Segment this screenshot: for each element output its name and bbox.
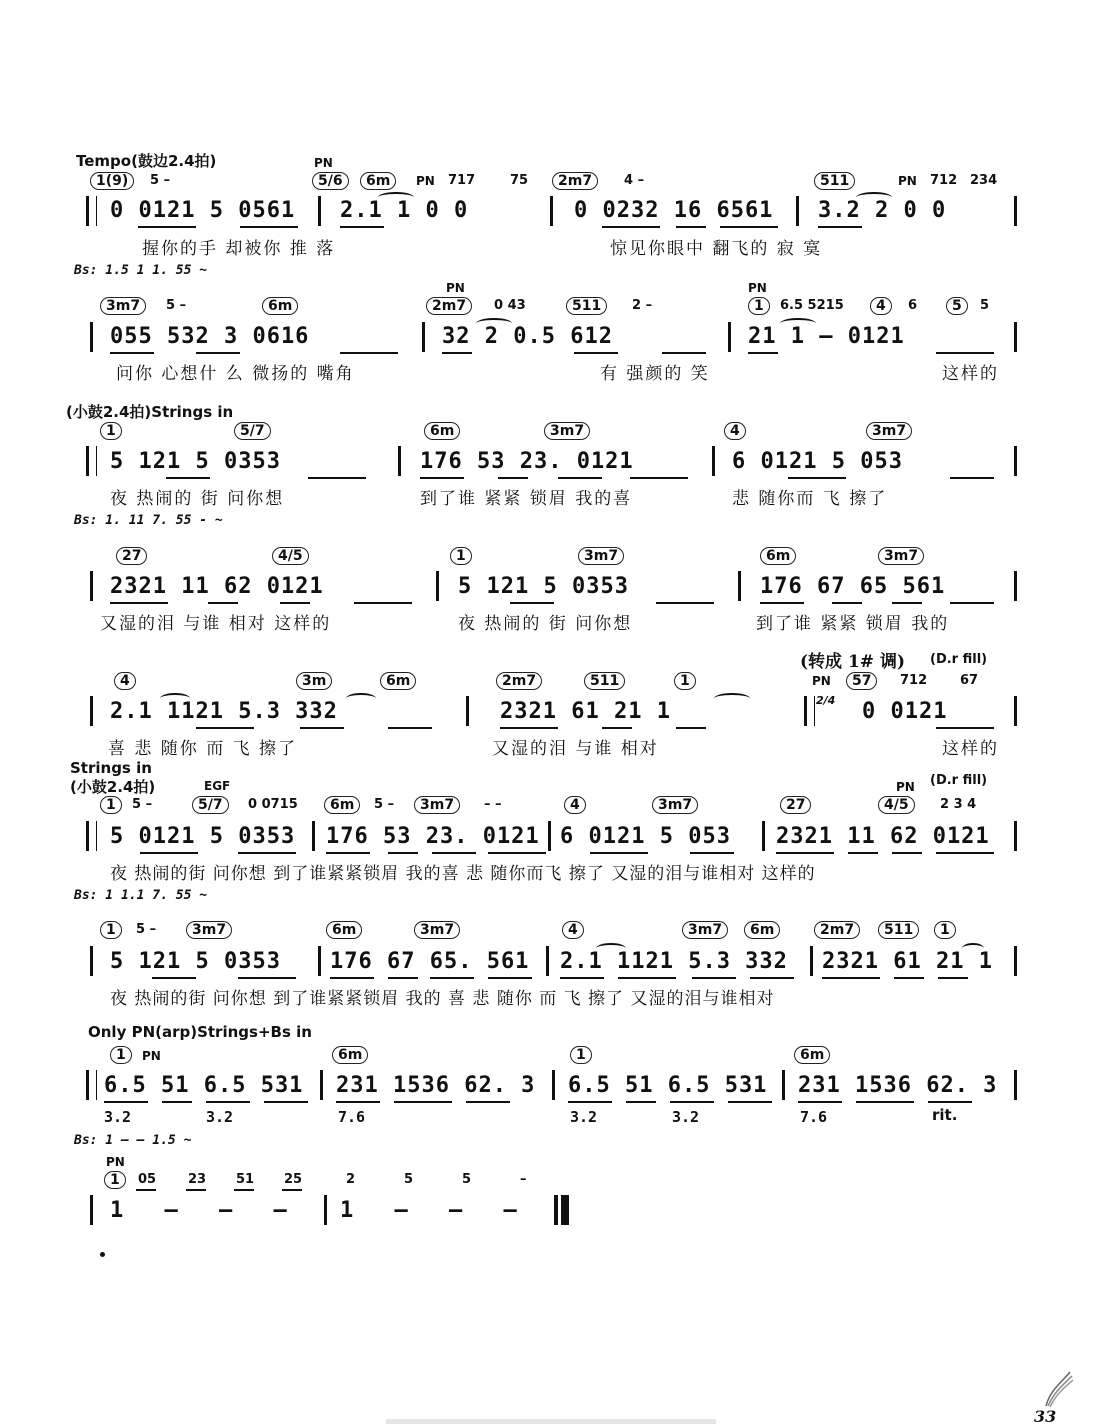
beam-underline (894, 977, 924, 979)
hint-notes: 75 (510, 173, 529, 188)
note-measure: 6 0121 5 053 (560, 824, 731, 849)
beam-underline (234, 1189, 254, 1191)
chord-label: 3m7 (652, 796, 698, 814)
chord-label: 6m (326, 921, 362, 939)
beam-underline (690, 852, 734, 854)
tie-arc (346, 693, 376, 704)
barline (1014, 696, 1017, 726)
note-measure: 2.1 1121 5.3 332 (560, 949, 788, 974)
beam-underline (760, 602, 804, 604)
corner-ornament (1040, 1370, 1074, 1410)
chord-label: 3m7 (414, 796, 460, 814)
double-barline (86, 446, 97, 476)
barline (728, 322, 731, 352)
chord-label: 5/6 (312, 172, 349, 190)
tie-arc (856, 192, 892, 203)
chord-label: 2m7 (426, 297, 472, 315)
tie-arc (596, 943, 626, 954)
note-measure: 2321 61 21 1 (500, 699, 671, 724)
beam-underline (656, 602, 714, 604)
hint-notes: 5 – (166, 298, 187, 313)
chord-label: 3m7 (100, 297, 146, 315)
beam-underline (326, 852, 370, 854)
beam-underline (720, 226, 778, 228)
note-measure: 2321 11 62 0121 (776, 824, 990, 849)
hint-notes: 23 (188, 1172, 207, 1187)
sub-voice: 3.2 (570, 1108, 598, 1126)
beam-underline (136, 1189, 156, 1191)
chord-label: 6m (380, 672, 416, 690)
barline (320, 1070, 323, 1100)
note-measure: 2321 11 62 0121 (110, 574, 324, 599)
beam-underline (788, 477, 846, 479)
lyric-text: 问你 心想什 么 微扬的 嘴角 (116, 364, 355, 384)
lyric-text: 握你的手 却被你 推 落 (142, 239, 336, 259)
hint-notes: 0 43 (494, 298, 526, 313)
note-measure: 21 1 – 0121 (748, 324, 905, 349)
barline (312, 821, 315, 851)
barline (436, 571, 439, 601)
chord-label: 3m7 (878, 547, 924, 565)
beam-underline (336, 1101, 380, 1103)
double-barline (86, 821, 97, 851)
beam-underline (950, 602, 994, 604)
note-measure: 231 1536 62. 3 (336, 1073, 536, 1098)
chord-label: 3m (296, 672, 332, 690)
pn-marker: PN (812, 674, 831, 688)
barline (90, 696, 93, 726)
beam-underline (140, 852, 198, 854)
beam-underline (630, 477, 688, 479)
chord-label: 1 (570, 1046, 592, 1064)
note-measure: 055 532 3 0616 (110, 324, 310, 349)
hint-notes: 717 (448, 173, 476, 188)
note-measure: 0 0121 (862, 699, 948, 724)
beam-underline (938, 977, 968, 979)
beam-underline (330, 977, 374, 979)
beam-underline (798, 1101, 842, 1103)
chord-label: 6m (760, 547, 796, 565)
hint-notes: 712 (930, 173, 958, 188)
final-barline-thick (561, 1195, 569, 1225)
note-measure: 2.1 1121 5.3 332 (110, 699, 338, 724)
beam-underline (196, 727, 254, 729)
note-measure: 32 2 0.5 612 (442, 324, 613, 349)
beam-underline (748, 352, 778, 354)
barline (762, 821, 765, 851)
barline (1014, 322, 1017, 352)
chord-label: 2m7 (814, 921, 860, 939)
beam-underline (750, 977, 794, 979)
barline (318, 946, 321, 976)
note-measure: 6 0121 5 053 (732, 449, 903, 474)
beam-underline (676, 226, 706, 228)
beam-underline (238, 852, 296, 854)
chord-label: 6m (424, 422, 460, 440)
hint-notes: – (520, 1172, 527, 1187)
chord-label: 4/5 (878, 796, 915, 814)
beam-underline (340, 226, 384, 228)
beam-underline (432, 852, 476, 854)
beam-underline (238, 977, 296, 979)
beam-underline (602, 727, 632, 729)
barline (90, 946, 93, 976)
barline (1014, 946, 1017, 976)
barline (1014, 571, 1017, 601)
section-label-arp: Only PN(arp)Strings+Bs in (88, 1023, 312, 1041)
beam-underline (420, 477, 464, 479)
barline (810, 946, 813, 976)
note-measure: 6.5 51 6.5 531 (104, 1073, 304, 1098)
beam-underline (498, 477, 528, 479)
hint-notes: 5 (404, 1172, 414, 1187)
beam-underline (208, 602, 238, 604)
note-measure: 0 0121 5 0561 (110, 198, 296, 223)
lyric-text: 夜 热闹的 街 问你想 (110, 489, 285, 509)
beam-underline (848, 852, 878, 854)
beam-underline (430, 977, 474, 979)
chord-label: 511 (878, 921, 919, 939)
lyric-text: 悲 随你而 飞 擦了 (732, 489, 888, 509)
chord-label: 1 (100, 422, 122, 440)
double-barline (804, 696, 815, 726)
beam-underline (388, 977, 418, 979)
hint-notes: 2 3 4 (940, 797, 977, 812)
beam-underline (110, 352, 154, 354)
beam-underline (950, 477, 994, 479)
beam-underline (110, 602, 168, 604)
hint-notes: 234 (970, 173, 998, 188)
hint-notes: 05 (138, 1172, 157, 1187)
chord-label: 1 (110, 1046, 132, 1064)
hint-notes: 0 0715 (248, 797, 298, 812)
barline (712, 446, 715, 476)
chord-label: 6m (744, 921, 780, 939)
double-barline (86, 196, 97, 226)
chord-label: 1 (934, 921, 956, 939)
beam-underline (354, 602, 412, 604)
time-signature: 2/4 (816, 694, 836, 707)
tie-arc (476, 318, 512, 329)
note-measure: 176 53 23. 0121 (420, 449, 634, 474)
chord-label: 6m (794, 1046, 830, 1064)
beam-underline (466, 1101, 510, 1103)
beam-underline (500, 727, 558, 729)
beam-underline (162, 1101, 192, 1103)
beam-underline (892, 852, 922, 854)
note-measure: 0 0232 16 6561 (574, 198, 774, 223)
lyric-text: 这样的 (942, 739, 999, 759)
chord-label: 511 (566, 297, 607, 315)
sub-voice: 7.6 (800, 1108, 828, 1126)
beam-underline (240, 226, 298, 228)
pn-marker: PN (314, 156, 333, 170)
chord-label: 1 (104, 1171, 126, 1189)
drum-fill-label: (D.r fill) (930, 773, 988, 788)
hint-notes: 5 – (136, 922, 157, 937)
hint-notes: 5 – (132, 797, 153, 812)
beam-underline (670, 1101, 714, 1103)
beam-underline (264, 1101, 308, 1103)
barline (1014, 446, 1017, 476)
chord-label: 1 (674, 672, 696, 690)
chord-label: 5/7 (234, 422, 271, 440)
beam-underline (388, 727, 432, 729)
beam-underline (892, 602, 922, 604)
chord-label: 6m (262, 297, 298, 315)
chord-label: 5/7 (192, 796, 229, 814)
note-measure: 1 – – – (340, 1198, 518, 1223)
note-measure: 231 1536 62. 3 (798, 1073, 998, 1098)
hint-notes: 5 (980, 298, 990, 313)
lyric-text: 又湿的泪 与谁 相对 (492, 739, 659, 759)
section-label-strings-in: Strings in (70, 759, 152, 777)
beam-underline (936, 852, 994, 854)
beam-underline (308, 477, 366, 479)
lyric-text: 夜 热闹的街 问你想 到了谁紧紧锁眉 我的 喜 悲 随你 而 飞 擦了 又湿的泪与谁相对 (110, 989, 775, 1009)
bass-line: Bs: 1 – – 1.5 ~ (74, 1133, 192, 1148)
chord-label: 3m7 (186, 921, 232, 939)
beam-underline (104, 1101, 148, 1103)
hint-notes: 51 (236, 1172, 255, 1187)
page-number: 33 (1034, 1407, 1057, 1426)
barline (422, 322, 425, 352)
barline (90, 1195, 93, 1225)
beam-underline (138, 226, 196, 228)
chord-label: 57 (846, 672, 877, 690)
barline (1014, 1070, 1017, 1100)
beam-underline (832, 602, 862, 604)
barline (318, 196, 321, 226)
beam-underline (488, 852, 546, 854)
note-measure: 1 – – – (110, 1198, 288, 1223)
beam-underline (568, 1101, 612, 1103)
chord-label: 4 (564, 796, 586, 814)
hint-notes: 712 (900, 673, 928, 688)
beam-underline (510, 602, 554, 604)
chord-label: 4/5 (272, 547, 309, 565)
chord-label: 511 (814, 172, 855, 190)
lyric-text: 有 强颜的 笑 (600, 364, 710, 384)
pn-marker: PN (898, 174, 917, 188)
pn-marker: PN (748, 281, 767, 295)
bass-line: Bs: 1. 11 7. 55 - ~ (74, 513, 223, 528)
hint-notes: 2 (346, 1172, 356, 1187)
note-measure: 5 121 5 0353 (110, 449, 281, 474)
barline (546, 946, 549, 976)
barline (738, 571, 741, 601)
chord-label: 1 (100, 796, 122, 814)
beam-underline (928, 1101, 972, 1103)
barline (1014, 821, 1017, 851)
beam-underline (626, 1101, 656, 1103)
beam-underline (186, 1189, 206, 1191)
barline (782, 1070, 785, 1100)
beam-underline (590, 852, 648, 854)
beam-underline (388, 852, 418, 854)
chord-label: 3m7 (682, 921, 728, 939)
key-change-label: (转成 1# 调) (800, 652, 905, 672)
lyric-text: 夜 热闹的街 问你想 到了谁紧紧锁眉 我的喜 悲 随你而飞 擦了 又湿的泪与谁相对 这样的 (110, 864, 816, 884)
chord-label: 5 (946, 297, 968, 315)
tie-arc (714, 693, 750, 704)
tie-arc (160, 693, 190, 704)
lyric-text: 喜 悲 随你 而 飞 擦了 (108, 739, 298, 759)
note-measure: 176 67 65 561 (760, 574, 946, 599)
barline (1014, 196, 1017, 226)
note-measure: 5 121 5 0353 (110, 949, 281, 974)
ritardando-mark: rit. (932, 1106, 958, 1124)
lyric-text: 惊见你眼中 翻飞的 寂 寞 (610, 239, 823, 259)
lyric-text: 夜 热闹的 街 问你想 (458, 614, 633, 634)
chord-label: 4 (114, 672, 136, 690)
tie-arc (378, 192, 414, 203)
pn-marker: PN (446, 281, 465, 295)
beam-underline (602, 226, 660, 228)
final-barline-thin (554, 1195, 558, 1225)
hint-notes: 6 (908, 298, 918, 313)
sub-voice: 3.2 (104, 1108, 132, 1126)
lyric-text: 到了谁 紧紧 锁眉 我的 (756, 614, 950, 634)
bass-line: Bs: 1 1.1 7. 55 ~ (74, 888, 208, 903)
beam-underline (936, 352, 994, 354)
beam-underline (676, 727, 706, 729)
beam-underline (196, 352, 240, 354)
barline (324, 1195, 327, 1225)
hint-notes: 2 – (632, 298, 653, 313)
chord-label: 3m7 (544, 422, 590, 440)
note-measure: 176 67 65. 561 (330, 949, 530, 974)
chord-label: 6m (324, 796, 360, 814)
chord-label: 3m7 (414, 921, 460, 939)
hint-notes: 5 – (374, 797, 395, 812)
note-measure: 2321 61 21 1 (822, 949, 993, 974)
lyric-text: 这样的 (942, 364, 999, 384)
section-label-snare: (小鼓2.4拍) (70, 778, 156, 796)
note-measure: 3.2 2 0 0 (818, 198, 947, 223)
beam-underline (856, 1101, 914, 1103)
barline (90, 571, 93, 601)
beam-underline (728, 1101, 772, 1103)
chord-label: 3m7 (866, 422, 912, 440)
chord-label: 27 (116, 547, 147, 565)
hint-notes: – – (484, 797, 502, 812)
chord-label: 1(9) (90, 172, 134, 190)
beam-underline (818, 226, 862, 228)
beam-underline (822, 977, 880, 979)
hint-notes: 5 (462, 1172, 472, 1187)
beam-underline (206, 1101, 250, 1103)
barline (796, 196, 799, 226)
chord-label: 4 (562, 921, 584, 939)
beam-underline (300, 727, 344, 729)
sub-voice: 3.2 (672, 1108, 700, 1126)
tie-arc (962, 943, 984, 954)
chord-label: 6m (360, 172, 396, 190)
barline (90, 322, 93, 352)
beam-underline (618, 977, 676, 979)
chord-label: 6m (332, 1046, 368, 1064)
chord-label: 2m7 (496, 672, 542, 690)
beam-underline (442, 352, 472, 354)
beam-underline (282, 1189, 302, 1191)
sub-voice: 7.6 (338, 1108, 366, 1126)
sub-voice: 3.2 (206, 1108, 234, 1126)
beam-underline (692, 977, 736, 979)
beam-underline (280, 602, 310, 604)
chord-label: 3m7 (578, 547, 624, 565)
double-barline (86, 1070, 97, 1100)
tie-arc (780, 318, 816, 329)
hint-notes: 6.5 5215 (780, 298, 844, 313)
hint-notes: 4 – (624, 173, 645, 188)
barline (548, 821, 551, 851)
pn-marker: PN (896, 780, 915, 794)
barline (552, 1070, 555, 1100)
chord-label: 27 (780, 796, 811, 814)
chord-label: 1 (100, 921, 122, 939)
chord-label: 4 (870, 297, 892, 315)
beam-underline (394, 1101, 452, 1103)
chord-label: 4 (724, 422, 746, 440)
chord-label: 1 (450, 547, 472, 565)
hint-notes: 67 (960, 673, 979, 688)
beam-underline (340, 352, 398, 354)
lyric-text: 又湿的泪 与谁 相对 这样的 (100, 614, 332, 634)
chord-label: 1 (748, 297, 770, 315)
music-note-icon (1040, 1370, 1074, 1410)
beam-underline (776, 852, 834, 854)
beam-underline (560, 977, 604, 979)
barline (398, 446, 401, 476)
beam-underline (488, 977, 532, 979)
note-measure: 5 121 5 0353 (458, 574, 629, 599)
beam-underline (936, 727, 994, 729)
lyric-text: 到了谁 紧紧 锁眉 我的喜 (420, 489, 633, 509)
pn-marker: PN (142, 1049, 161, 1063)
egf-label: EGF (204, 779, 231, 793)
beam-underline (152, 977, 196, 979)
bass-line: Bs: 1.5 1 1. 55 ~ (74, 263, 208, 278)
chord-label: 511 (584, 672, 625, 690)
hint-notes: 25 (284, 1172, 303, 1187)
note-measure: 6.5 51 6.5 531 (568, 1073, 768, 1098)
section-label-strings-in: (小鼓2.4拍)Strings in (66, 403, 234, 421)
note-measure: 2.1 1 0 0 (340, 198, 469, 223)
beam-underline (558, 477, 602, 479)
pn-marker: PN (106, 1155, 125, 1169)
section-label-tempo: Tempo(鼓边2.4拍) (76, 152, 217, 170)
beam-underline (662, 352, 706, 354)
barline (466, 696, 469, 726)
note-measure: 176 53 23. 0121 (326, 824, 540, 849)
note-measure: 5 0121 5 0353 (110, 824, 296, 849)
stray-dot (100, 1252, 105, 1257)
beam-underline (166, 477, 210, 479)
drum-fill-label: (D.r fill) (930, 652, 988, 667)
beam-underline (574, 352, 618, 354)
bottom-rule (386, 1419, 716, 1424)
barline (550, 196, 553, 226)
pn-marker: PN (416, 174, 435, 188)
chord-label: 2m7 (552, 172, 598, 190)
hint-notes: 5 – (150, 173, 171, 188)
